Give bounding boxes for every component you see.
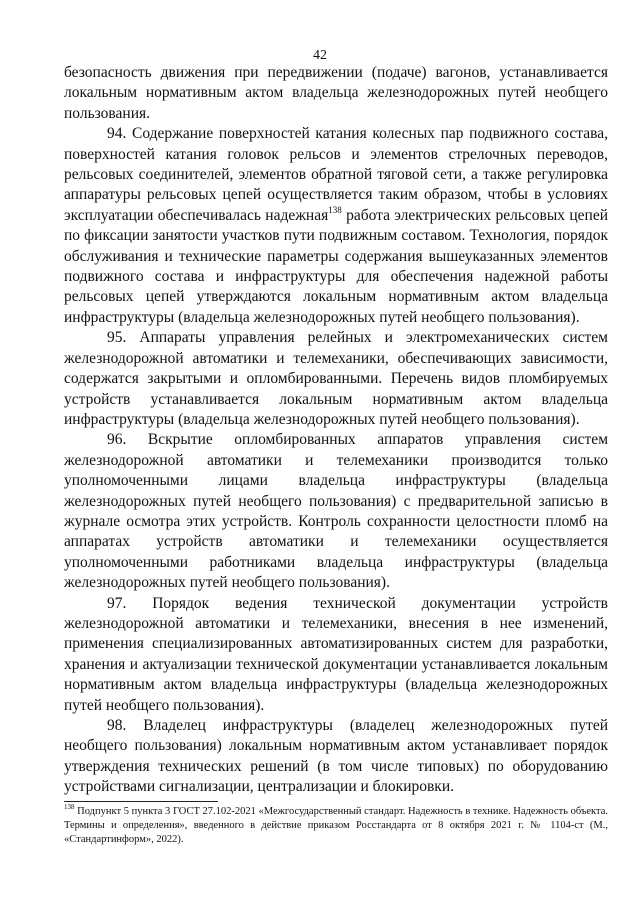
footnote-marker: 138	[64, 802, 75, 811]
paragraph-94-text-after: работа электрических рельсовых цепей по фиксации занятости участков пути подвижным составом. Технология, порядок обслуживания и технические параметры содержания вышеуказанных элементов подвижного состава и инфраструктуры для обеспечения надежной работы рельсовых цепей утверждаются локальным нормативным актом владельца инфраструктуры (владельца железнодорожных путей необщего пользования).	[64, 206, 608, 326]
page-number: 42	[313, 48, 327, 63]
paragraph-continuation: безопасность движения при передвижении (подаче) вагонов, устанавливается локальным нормативным актом владельца железнодорожных путей необщего пользования.	[64, 64, 608, 122]
footnote-reference: 138	[328, 204, 342, 215]
footnote	[64, 802, 608, 847]
footnote-text: Подпункт 5 пункта 3 ГОСТ 27.102-2021 «Межгосударственный стандарт. Надежность в технике. Надежность объекта. Термины и определения», введенного в действие приказом Росстандарта от 8 октября 2021 г. № 1104-ст (М., «Стандартинформ», 2022).	[64, 806, 608, 845]
paragraph-94	[64, 124, 608, 328]
document-body	[64, 63, 608, 798]
paragraph-97: 97. Порядок ведения технической документации устройств железнодорожной автоматики и телемеханики, внесения в нее изменений, применения специализированных автоматизированных систем для разработки, хранения и актуализации технической документации устанавливается локальным нормативным актом владельца инфраструктуры (владельца железнодорожных путей необщего пользования).	[64, 594, 608, 714]
paragraph-95: 95. Аппараты управления релейных и электромеханических систем железнодорожной автоматики и телемеханики, обеспечивающих зависимости, содержатся закрытыми и опломбированными. Перечень видов пломбируемых устройств устанавливается локальным нормативным актом владельца инфраструктуры (владельца железнодорожных путей необщего пользования).	[64, 329, 608, 428]
paragraph-96: 96. Вскрытие опломбированных аппаратов управления систем железнодорожной автоматики и телемеханики производится только уполномоченными лицами владельца инфраструктуры (владельца железнодорожных путей необщего пользования) с предварительной записью в журнале осмотра этих устройств. Контроль сохранности целостности пломб на аппаратах устройств автоматики и телемеханики осуществляется уполномоченными работниками владельца инфраструктуры (владельца железнодорожных путей необщего пользования).	[64, 431, 608, 592]
paragraph-98: 98. Владелец инфраструктуры (владелец железнодорожных путей необщего пользования) локальным нормативным актом устанавливает порядок утверждения технических решений (в том числе типовых) по оборудованию устройствами сигнализации, централизации и блокировки.	[64, 717, 608, 796]
paragraph-94-text-before: 94. Содержание поверхностей катания колесных пар подвижного состава, поверхностей катания головок рельсов и элементов стрелочных переводов, рельсовых соединителей, элементов обратной тяговой сети, а также регулировка аппаратуры рельсовых цепей осуществляется таким образом, чтобы в условиях эксплуатации обеспечивалась надежная	[64, 125, 608, 224]
footnote-separator	[64, 801, 218, 802]
